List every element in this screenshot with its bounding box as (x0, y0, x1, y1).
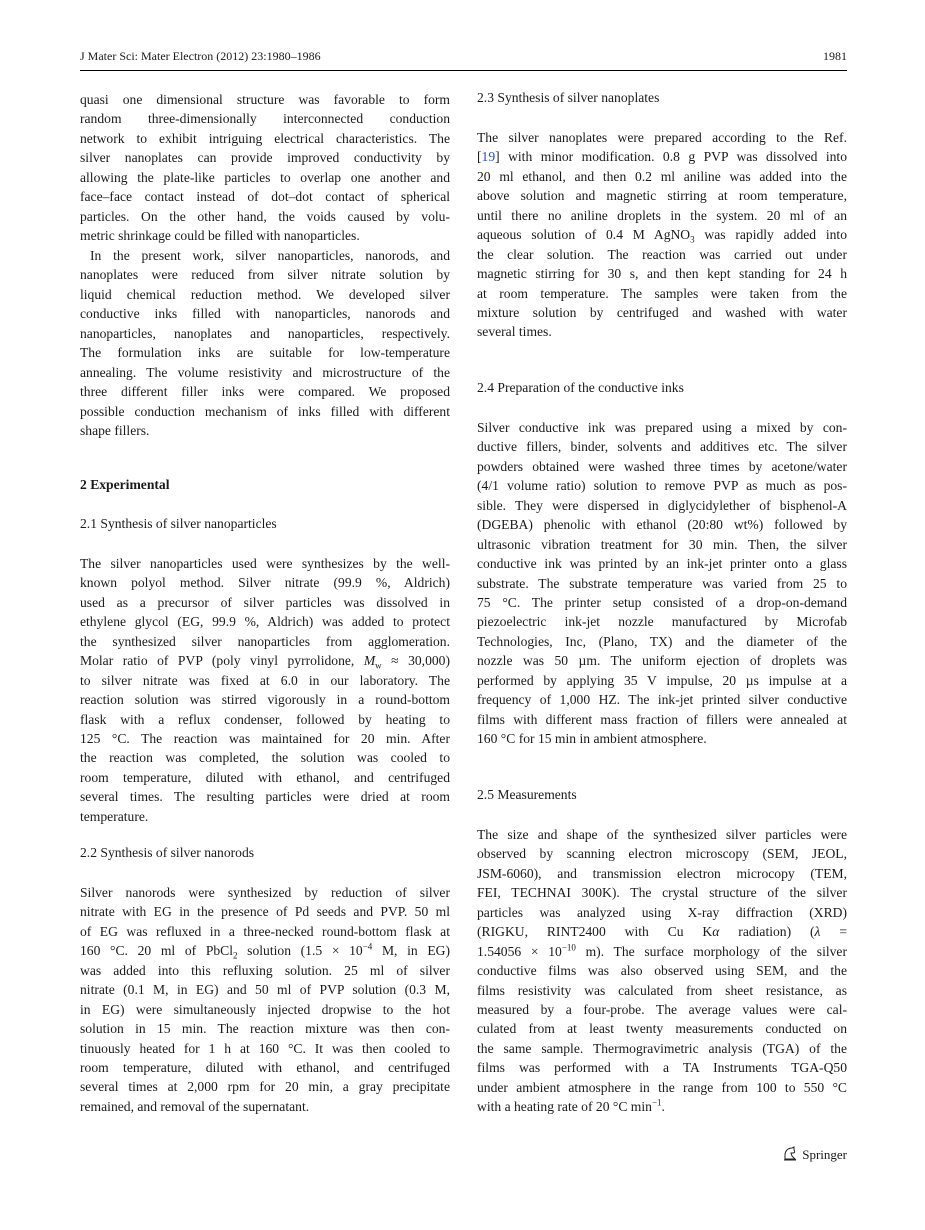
text-line: possible conduction mechanism of inks filled with different (80, 403, 450, 419)
italic-symbol: M (363, 653, 376, 669)
text-line: The silver nanoparticles used were synthesizes by the well- (80, 556, 450, 571)
text-line: reaction solution was stirred vigorously in a round-bottom (80, 692, 450, 708)
text-run[interactable]: m). The surface morphology of the silver (575, 943, 847, 959)
text-run[interactable]: aqueous solution of 0.4 M AgNO (477, 227, 691, 243)
text-line: In the present work, silver nanoparticles, nanorods, and (90, 248, 450, 263)
text-line: ethylene glycol (EG, 99.9 %, Aldrich) was added to protect (80, 614, 450, 630)
text-line: films was performed with a TA Instruments TGA-Q50 (477, 1060, 847, 1076)
text-line: random three-dimensionally interconnected conduction (80, 111, 450, 127)
text-line (477, 1097, 847, 1116)
text-line: nitrate with EG in the presence of Pd seeds and PVP. 50 ml (80, 904, 450, 920)
reference-link[interactable]: 19 (481, 149, 496, 165)
text-line: Silver conductive ink was prepared using a mixed by con- (477, 420, 847, 435)
text-line: metric shrinkage could be filled with nanoparticles. (80, 228, 360, 244)
paragraph (477, 825, 847, 1117)
paragraph (477, 418, 847, 748)
text-line: 160 °C for 15 min in ambient atmosphere. (477, 731, 707, 746)
text-line: the reaction was completed, the solution was cooled to (80, 750, 450, 766)
text-line: three different filler inks were compared. We proposed (80, 384, 450, 400)
text-run[interactable]: ≈ 30,000) (381, 653, 450, 669)
text-line: frequency of 1,000 HZ. The ink-jet printed silver conductive (477, 692, 847, 708)
text-line: network to exhibit intriguing electrical characteristics. The (80, 130, 450, 146)
text-run[interactable]: radiation) ( (719, 924, 815, 940)
text-line: tinuously heated for 1 h at 160 °C. It was then cooled to (80, 1040, 450, 1056)
subsection-heading: 2.4 Preparation of the conductive inks (477, 380, 684, 395)
text-line: the same sample. Thermogravimetric analysis (TGA) of the (477, 1040, 847, 1056)
text-line: known polyol method. Silver nitrate (99.9 %, Aldrich) (80, 575, 450, 591)
text-line (477, 922, 847, 941)
paragraph (477, 128, 847, 342)
subscript: 2 (233, 951, 238, 962)
text-line: nozzle was 50 µm. The uniform ejection of droplets was (477, 653, 847, 669)
superscript: −4 (362, 941, 373, 952)
page-number: 1981 (823, 49, 847, 63)
text-line: nanoparticles, nanoplates and nanoparticles, respectively. (80, 325, 450, 341)
text-line: The size and shape of the synthesized silver particles were (477, 827, 847, 842)
superscript: −10 (561, 942, 576, 953)
text-run[interactable]: ] with minor modification. 0.8 g PVP was dissolved into (495, 149, 847, 165)
springer-horse-icon (782, 1145, 798, 1165)
text-line: of EG was refluxed in a three-necked round-bottom flask at (80, 923, 450, 939)
text-line: mixture solution by centrifuged and washed with water (477, 304, 847, 320)
text-line: performed by applying 35 V impulse, 20 µs impulse at a (477, 672, 847, 688)
text-line: several times at 2,000 rpm for 20 min, a gray precipitate (80, 1079, 450, 1095)
text-line: room temperature, diluted with ethanol, and centrifuged (80, 1059, 450, 1075)
text-line: (DGEBA) phenolic with ethanol (20:80 wt%) followed by (477, 517, 847, 533)
text-run[interactable]: = (820, 924, 847, 940)
text-line: culated from at least twenty measurements conducted on (477, 1021, 847, 1037)
text-line (80, 651, 450, 670)
subsection-heading: 2.5 Measurements (477, 787, 577, 802)
text-line: piezoelectric ink-jet nozzle manufactured by Microfab (477, 614, 847, 630)
text-line (477, 942, 847, 961)
text-run[interactable]: . (661, 1099, 665, 1115)
text-line: The silver nanoplates were prepared according to the Ref. (477, 130, 847, 145)
text-line: nitrate (0.1 M, in EG) and 50 ml of PVP solution (0.3 M, (80, 982, 450, 998)
text-line: used as a precursor of silver particles was dissolved in (80, 594, 450, 610)
text-line: flask with a reflux condenser, followed by heating to (80, 711, 450, 727)
text-line: shape fillers. (80, 422, 150, 438)
text-line: particles. On the other hand, the voids caused by volu- (80, 208, 450, 224)
text-line: ductive fillers, binder, solvents and additives etc. The silver (477, 439, 847, 455)
text-line: films resistivity was calculated from sheet resistance, as (477, 982, 847, 998)
running-header: J Mater Sci: Mater Electron (2012) 23:1980–1986 (80, 49, 321, 63)
paragraph (80, 246, 450, 440)
text-line (80, 941, 450, 960)
text-run[interactable]: solution (1.5 × 10 (237, 943, 363, 959)
text-line: allowing the plate-like particles to overlap one another and (80, 169, 450, 185)
text-line: in EG) were simultaneously injected dropwise to the hot (80, 1001, 450, 1017)
subsection-heading: 2.3 Synthesis of silver nanoplates (477, 90, 660, 105)
header-rule (80, 70, 847, 71)
text-line: several times. (477, 324, 552, 340)
text-run[interactable]: 160 °C. 20 ml of PbCl (80, 943, 234, 959)
text-line: face–face contact instead of dot–dot contact of spherical (80, 189, 450, 205)
text-line: particles was analyzed using X-ray diffraction (XRD) (477, 904, 847, 920)
text-line: magnetic stirring for 30 s, and then kept standing for 24 h (477, 266, 847, 282)
text-line: Technologies, Inc, (Plano, TX) and the diameter of the (477, 633, 847, 649)
text-line: room temperature, diluted with ethanol, and centrifuged (80, 769, 450, 785)
text-line: 20 ml ethanol, and then 0.2 ml aniline was added into the (477, 168, 847, 184)
subscript: 3 (690, 234, 695, 245)
text-line: conductive ink was printed by an ink-jet printer onto a glass (477, 556, 847, 572)
text-line: under ambient atmosphere in the range from 100 to 550 °C (477, 1079, 847, 1095)
text-run[interactable]: with a heating rate of 20 °C min (477, 1099, 652, 1115)
text-run[interactable]: (RIGKU, RINT2400 with Cu K (477, 924, 713, 940)
subscript: w (375, 660, 382, 671)
italic-symbol: λ (814, 924, 821, 940)
text-line: FEI, TECHNAI 300K). The crystal structure of the silver (477, 885, 847, 901)
text-run[interactable]: M, in EG) (372, 943, 450, 959)
text-run[interactable]: was rapidly added into (694, 227, 847, 243)
text-line: conductive inks filled with nanoparticles, nanorods and (80, 306, 450, 322)
text-line: conductive films was also observed using SEM, and the (477, 963, 847, 979)
paragraph (80, 90, 450, 246)
section-heading: 2 Experimental (80, 477, 170, 492)
text-line: 125 °C. The reaction was maintained for 20 min. After (80, 730, 450, 746)
text-line: liquid chemical reduction method. We developed silver (80, 286, 450, 302)
text-line: measured by a four-probe. The average values were cal- (477, 1001, 847, 1017)
superscript: −1 (651, 1097, 662, 1108)
text-line: (4/1 volume ratio) solution to remove PVP as much as pos- (477, 478, 847, 494)
text-line: at room temperature. The samples were taken from the (477, 285, 847, 301)
text-run[interactable]: [ (477, 149, 482, 165)
text-line: the synthesized silver nanoparticles from agglomeration. (80, 633, 450, 649)
text-line: substrate. The substrate temperature was varied from 25 to (477, 575, 847, 591)
text-line: observed by scanning electron microscopy (SEM, JEOL, (477, 846, 847, 862)
text-line: quasi one dimensional structure was favorable to form (80, 92, 450, 107)
italic-symbol: α (712, 924, 720, 940)
text-line: nanoplates were reduced from silver nitrate solution by (80, 267, 450, 283)
publisher-logo (782, 1145, 847, 1165)
text-line: annealing. The volume resistivity and microstructure of the (80, 364, 450, 380)
text-line: ultrasonic vibration treatment for 30 min. Then, the silver (477, 536, 847, 552)
paragraph (80, 554, 450, 826)
text-line: to silver nitrate was fixed at 6.0 in our laboratory. The (80, 672, 450, 688)
text-line: Silver nanorods were synthesized by reduction of silver (80, 885, 450, 900)
text-line: until there no aniline droplets in the system. 20 ml of an (477, 207, 847, 223)
text-line: the clear solution. The reaction was carried out under (477, 246, 847, 262)
text-line: solution in 15 min. The reaction mixture was then con- (80, 1021, 450, 1037)
text-line: JSM-6060), and transmission electron microcopy (TEM, (477, 865, 847, 881)
text-line: films with different mass fraction of fillers were annealed at (477, 711, 847, 727)
subsection-heading: 2.2 Synthesis of silver nanorods (80, 845, 255, 860)
text-line: The formulation inks are suitable for low-temperature (80, 345, 450, 361)
text-line (477, 225, 847, 244)
subsection-heading: 2.1 Synthesis of silver nanoparticles (80, 516, 277, 531)
text-line: above solution and magnetic stirring at room temperature, (477, 188, 847, 204)
text-line: temperature. (80, 808, 149, 824)
text-line: was added into this refluxing solution. 25 ml of silver (80, 962, 450, 978)
text-line: silver nanoplates can provide improved conductivity by (80, 150, 450, 166)
text-run[interactable]: 1.54056 × 10 (477, 943, 562, 959)
paragraph (80, 883, 450, 1116)
text-line: powders obtained were washed three times by acetone/water (477, 458, 847, 474)
text-line: several times. The resulting particles were dried at room (80, 789, 450, 805)
text-line: sible. They were dispersed in diglycidylether of bisphenol-A (477, 497, 847, 513)
text-line: remained, and removal of the supernatant. (80, 1098, 310, 1114)
text-line (477, 147, 847, 166)
text-line: 75 °C. The printer setup consisted of a drop-on-demand (477, 594, 847, 610)
publisher-name: Springer (802, 1147, 847, 1162)
text-run[interactable]: Molar ratio of PVP (poly vinyl pyrrolidone, (80, 653, 364, 669)
